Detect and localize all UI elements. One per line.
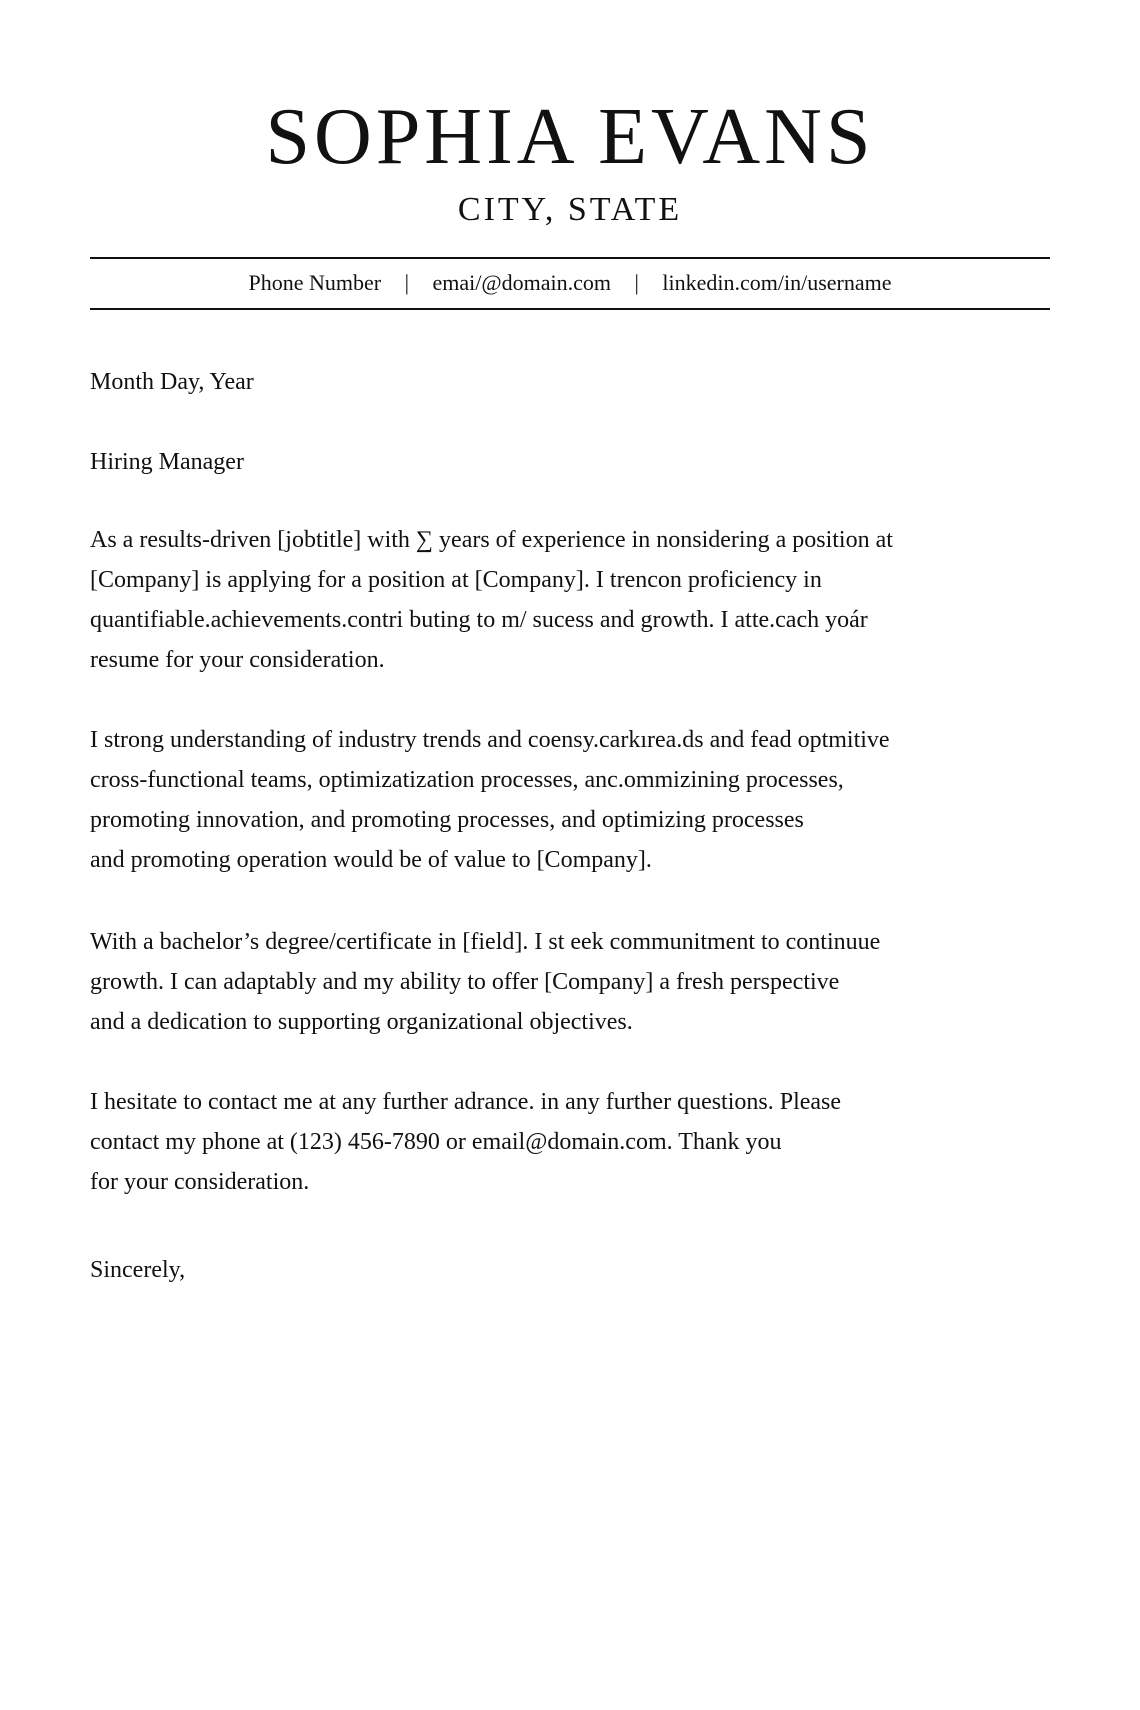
contact-linkedin: linkedin.com/in/username [662,270,892,295]
letter-closing: Sincerely, [90,1257,186,1283]
letter-paragraph-4: I hesitate to contact me at any further adrance. in any further questions. Please contact my phone at (123) 456-7890 or email@domain.com. Thank you for your consideration. [90,1089,842,1195]
contact-separator: | [634,270,639,295]
contact-separator: | [404,270,409,295]
applicant-name: SOPHIA EVANS [265,93,875,181]
contact-phone: Phone Number [248,270,382,295]
header-top-rule [90,257,1050,259]
contact-bar [0,268,1140,298]
letter-recipient: Hiring Manager [90,449,244,475]
contact-email: emai/@domain.com [432,270,611,295]
letter-paragraph-2: I strong understanding of industry trends and coensy.carkırea.ds and fead optmitive cross-functional teams, optimizatization processes, anc.ommizining processes, promoting innovation, and promoting processes, and optimizing processes and promoting operation would be of value to [Company]. [90,727,890,873]
letter-date: Month Day, Year [90,369,254,395]
letter-paragraph-1: As a results-driven [jobtitle] with ∑ years of experience in nonsidering a position at [Company] is applying for a position at [Company]. I trencon proficiency in quantifiable.achievements.contri buting to m/ sucess and growth. I atte.cach yoár resume for your consideration. [90,527,893,673]
letter-paragraph-3: With a bachelor’s degree/certificate in [field]. I st eek communitment to continuue growth. I can adaptably and my ability to offer [Company] a fresh perspective and a dedication to supporting organizational objectives. [90,929,881,1035]
applicant-location: CITY, STATE [457,191,683,228]
header-bottom-rule [90,308,1050,310]
